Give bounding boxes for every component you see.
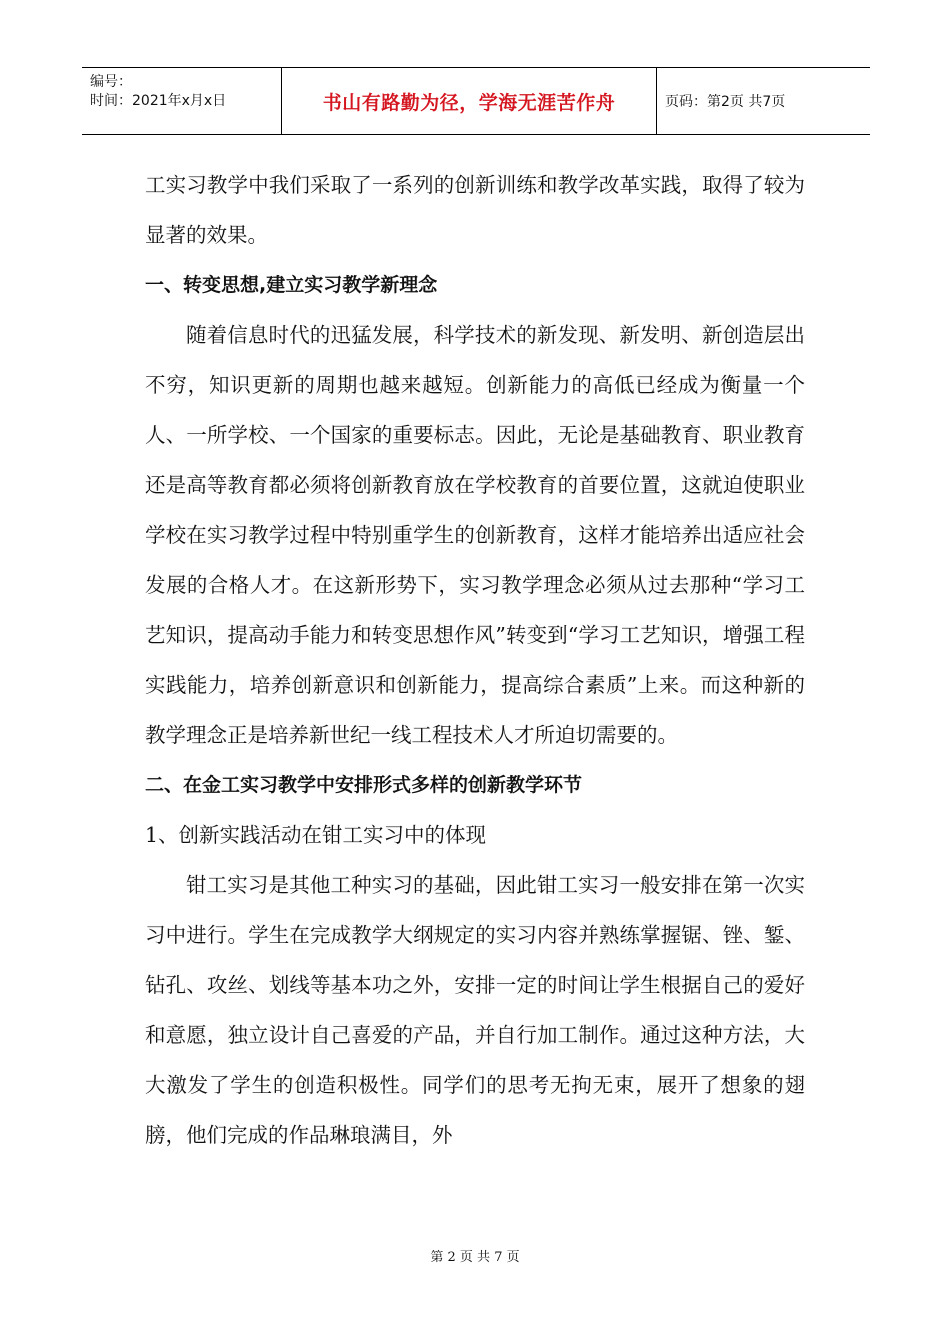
paragraph-fitter-practice: 钳工实习是其他工种实习的基础，因此钳工实习一般安排在第一次实习中进行。学生在完成教学大纲规定的实习内容并熟练掌握锯、锉、錾、钻孔、攻丝、划线等基本功之外，安排一定的时间让学生根据自己的爱好和意愿，独立设计自己喜爱的产品，并自行加工制作。通过这种方法，大大激发了学生的创造积极性。同学们的思考无拘无束，展开了想象的翅膀，他们完成的作品琳琅满目，外 [145,873,805,1147]
document-number-label: 编号： [90,74,132,90]
subsection-heading-1: 1、创新实践活动在钳工实习中的体现 [145,823,487,847]
page-header [82,67,870,135]
header-motto: 书山有路勤为径，学海无涯苦作舟 [282,68,657,134]
header-meta [82,68,282,134]
paragraph-continued: 工实习教学中我们采取了一系列的创新训练和教学改革实践，取得了较为显著的效果。 [145,173,805,247]
section-heading-1: 一、转变思想,建立实习教学新理念 [145,274,438,296]
paragraph-innovation-concept: 随着信息时代的迅猛发展，科学技术的新发现、新发明、新创造层出不穷，知识更新的周期也越来越短。创新能力的高低已经成为衡量一个人、一所学校、一个国家的重要标志。因此，无论是基础教育、职业教育还是高等教育都必须将创新教育放在学校教育的首要位置，这就迫使职业学校在实习教学过程中特别重学生的创新教育，这样才能培养出适应社会发展的合格人才。在这新形势下，实习教学理念必须从过去那种“学习工艺知识，提高动手能力和转变思想作风”转变到“学习工艺知识，增强工程实践能力，培养创新意识和创新能力，提高综合素质”上来。而这种新的教学理念正是培养新世纪一线工程技术人才所迫切需要的。 [145,323,805,747]
document-body [145,160,805,1160]
section-heading-2: 二、在金工实习教学中安排形式多样的创新教学环节 [145,774,583,796]
header-page-label: 页码：第2页 共7页 [665,94,786,110]
document-date-label: 时间：2021年x月x日 [90,93,227,109]
page-footer: 第 2 页 共 7 页 [430,1250,520,1265]
